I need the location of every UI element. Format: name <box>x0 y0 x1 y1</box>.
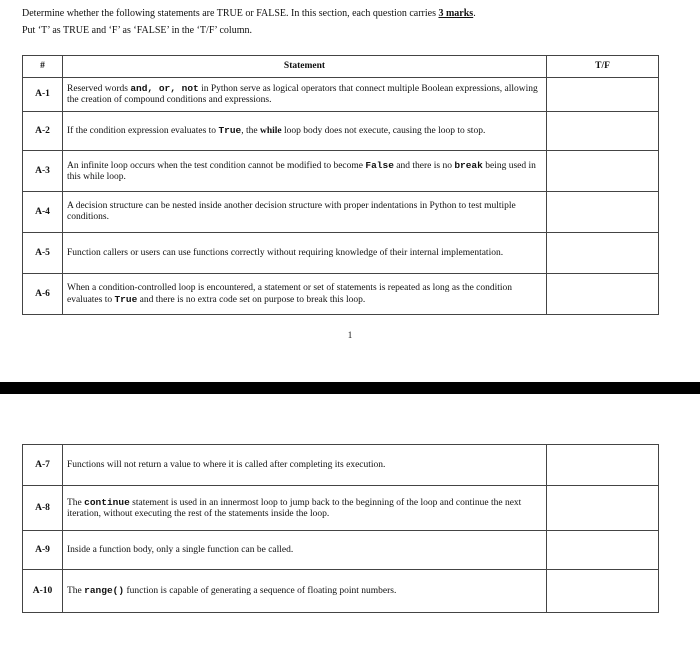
question-number: A-2 <box>23 112 63 151</box>
statement-text: The <box>67 497 85 508</box>
answer-tf-cell[interactable] <box>547 151 659 192</box>
instructions-line-2: Put ‘T’ as TRUE and ‘F’ as ‘FALSE’ in the ‘T/F’ column. <box>22 25 252 36</box>
answer-tf-cell[interactable] <box>547 486 659 531</box>
statement-text: being used in this while loop. <box>67 160 536 182</box>
answer-tf-cell[interactable] <box>547 233 659 274</box>
answer-tf-cell[interactable] <box>547 112 659 151</box>
table-header-row <box>23 56 659 78</box>
code-keyword: False <box>365 159 394 171</box>
table-row <box>23 192 659 233</box>
statement-text: The <box>67 586 85 596</box>
table-row <box>23 486 659 531</box>
statement-text: and there is no extra code set on purpose to break this loop. <box>137 294 366 305</box>
question-number: A-4 <box>23 192 63 233</box>
question-number: A-3 <box>23 151 63 192</box>
statement-text: and there is no <box>393 160 455 171</box>
table-row <box>23 78 659 112</box>
instructions-line-1 <box>22 8 476 20</box>
answer-tf-cell[interactable] <box>547 445 659 486</box>
question-number: A-10 <box>23 570 63 613</box>
statement-text: If the condition expression evaluates to <box>67 126 219 136</box>
marks-value: 3 marks <box>438 8 474 19</box>
table-row <box>23 570 659 613</box>
instructions-prefix: Determine whether the following statements are TRUE or FALSE. In this section, each question carries <box>22 8 436 19</box>
bold-keyword: while <box>259 126 282 136</box>
table-row <box>23 531 659 570</box>
table-row <box>23 274 659 315</box>
questions-table-page-2 <box>22 444 659 613</box>
statement-text: function is capable of generating a sequence of floating point numbers. <box>124 586 397 596</box>
page-divider <box>0 382 700 394</box>
question-number: A-6 <box>23 274 63 315</box>
code-keyword: True <box>114 293 138 305</box>
code-keyword: break <box>454 159 483 171</box>
question-statement <box>63 192 547 233</box>
question-statement <box>63 233 547 274</box>
question-number: A-9 <box>23 531 63 570</box>
question-statement <box>63 445 547 486</box>
statement-text: An infinite loop occurs when the test condition cannot be modified to become <box>67 160 366 171</box>
statement-text: statement is used in an innermost loop to jump back to the beginning of the loop and continue the next iteration, without executing the rest of the statements inside the loop. <box>67 497 522 519</box>
header-tf: T/F <box>547 56 659 78</box>
question-statement <box>63 570 547 613</box>
code-keyword: continue <box>84 496 130 508</box>
header-number: # <box>23 56 63 78</box>
answer-tf-cell[interactable] <box>547 531 659 570</box>
statement-text: loop body does not execute, causing the loop to stop. <box>281 126 486 136</box>
questions-table-page-1 <box>22 55 659 315</box>
code-keyword: range() <box>84 585 125 596</box>
question-number: A-8 <box>23 486 63 531</box>
question-number: A-7 <box>23 445 63 486</box>
statement-text: in Python serve as logical operators that connect multiple Boolean expressions, allowing the creation of compound conditions and expressions. <box>67 84 538 105</box>
header-statement: Statement <box>63 56 547 78</box>
question-statement <box>63 151 547 192</box>
answer-tf-cell[interactable] <box>547 274 659 315</box>
question-statement <box>63 78 547 112</box>
statement-text: A decision structure can be nested inside another decision structure with proper indentations in Python to test multiple conditions. <box>67 201 516 222</box>
question-statement <box>63 274 547 315</box>
table-row <box>23 233 659 274</box>
question-number: A-1 <box>23 78 63 112</box>
question-statement <box>63 486 547 531</box>
statement-text: Reserved words <box>67 84 131 94</box>
question-statement <box>63 531 547 570</box>
table-row <box>23 112 659 151</box>
statement-text: , the <box>241 126 260 136</box>
table-row <box>23 151 659 192</box>
question-number: A-5 <box>23 233 63 274</box>
statement-text: Inside a function body, only a single function can be called. <box>67 544 294 555</box>
statement-text: Functions will not return a value to where it is called after completing its execution. <box>67 459 386 470</box>
instructions-suffix: . <box>473 8 476 19</box>
page-number: 1 <box>347 330 353 340</box>
answer-tf-cell[interactable] <box>547 78 659 112</box>
answer-tf-cell[interactable] <box>547 570 659 613</box>
question-statement <box>63 112 547 151</box>
statement-text: Function callers or users can use functions correctly without requiring knowledge of their internal implementation. <box>67 247 504 258</box>
statement-text: When a condition-controlled loop is encountered, a statement or set of statements is repeated as long as the condition evaluates to <box>67 282 513 305</box>
code-keyword: and, or, not <box>130 83 199 94</box>
table-row <box>23 445 659 486</box>
answer-tf-cell[interactable] <box>547 192 659 233</box>
code-keyword: True <box>218 125 242 136</box>
